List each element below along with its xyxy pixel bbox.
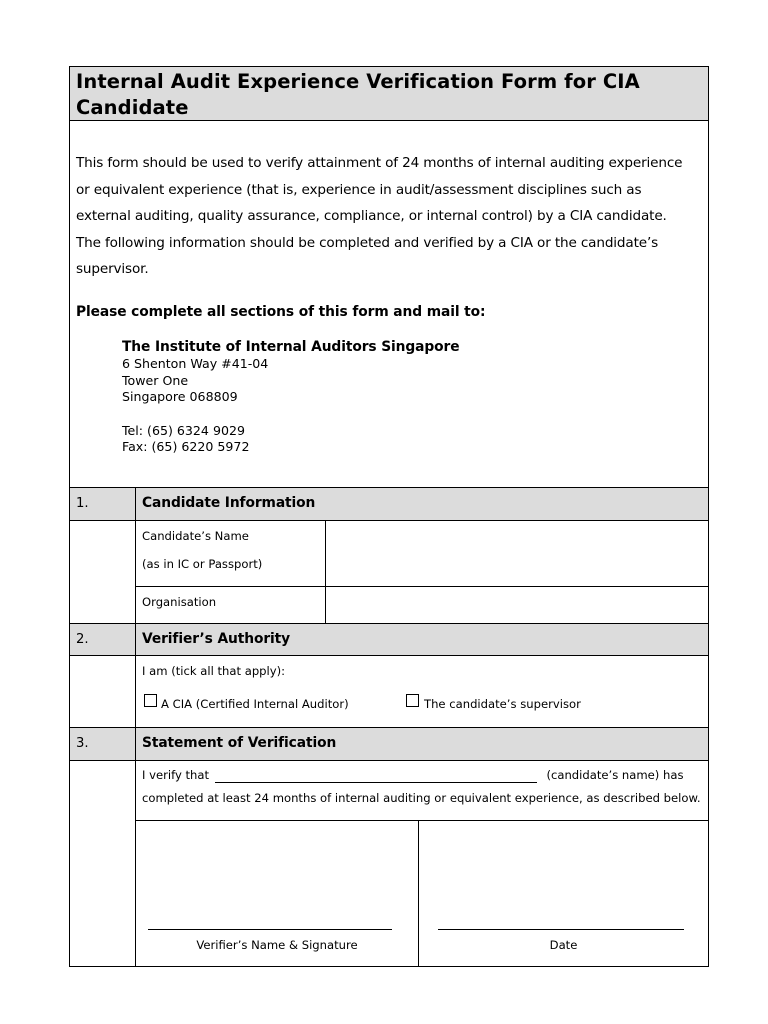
date-label: Date xyxy=(549,938,578,952)
candidate-name-label: Candidate’s Name xyxy=(142,529,249,543)
cia-checkbox[interactable] xyxy=(144,694,157,707)
organisation-label: Organisation xyxy=(142,595,217,609)
verify-statement-line2: completed at least 24 months of internal auditing or equivalent experience, as described below. xyxy=(142,791,701,805)
address-line: 6 Shenton Way #41-04 xyxy=(122,356,269,371)
divider xyxy=(70,760,708,761)
section-1-title: Candidate Information xyxy=(142,495,316,511)
divider xyxy=(70,120,708,121)
section-2-number: 2. xyxy=(76,632,89,647)
mail-instruction: Please complete all sections of this form and mail to: xyxy=(76,304,486,320)
cia-option-label: A CIA (Certified Internal Auditor) xyxy=(161,697,349,711)
address-tel: Tel: (65) 6324 9029 xyxy=(122,422,246,438)
verify-prefix: I verify that xyxy=(142,768,210,782)
verify-statement-line1 xyxy=(142,768,684,783)
section-2-title: Verifier’s Authority xyxy=(142,631,291,647)
verification-form xyxy=(69,66,709,967)
candidate-name-blank[interactable] xyxy=(215,768,537,783)
divider xyxy=(135,487,136,966)
intro-line: external auditing, quality assurance, compliance, or internal control) by a CIA candidate. xyxy=(76,208,667,225)
form-title xyxy=(76,69,706,121)
intro-line: or equivalent experience (that is, experience in audit/assessment disciplines such as xyxy=(76,181,642,198)
section-3-number: 3. xyxy=(76,736,89,751)
organisation-field[interactable] xyxy=(326,587,708,623)
section-1-number: 1. xyxy=(76,496,89,511)
section-3-title: Statement of Verification xyxy=(142,735,337,751)
date-line[interactable] xyxy=(438,929,684,930)
signature-line[interactable] xyxy=(148,929,392,930)
candidate-name-field[interactable] xyxy=(326,521,708,586)
supervisor-checkbox[interactable] xyxy=(406,694,419,707)
intro-line: This form should be used to verify attainment of 24 months of internal auditing experience xyxy=(76,155,683,171)
signature-label: Verifier’s Name & Signature xyxy=(196,938,358,952)
divider xyxy=(325,520,326,623)
divider xyxy=(136,820,708,821)
form-title-line2: Candidate xyxy=(76,96,189,119)
address-line: Singapore 068809 xyxy=(122,389,238,404)
form-title-line1: Internal Audit Experience Verification Form for CIA xyxy=(76,70,640,93)
intro-paragraph xyxy=(76,150,682,283)
address-org: The Institute of Internal Auditors Singapore xyxy=(122,339,460,355)
verifier-instruction: I am (tick all that apply): xyxy=(142,664,286,678)
verify-suffix: (candidate’s name) has xyxy=(546,768,684,782)
address-line: Tower One xyxy=(122,372,189,388)
supervisor-option-label: The candidate’s supervisor xyxy=(424,697,581,711)
intro-line: supervisor. xyxy=(76,261,149,278)
candidate-name-sublabel: (as in IC or Passport) xyxy=(142,557,263,571)
mailing-address xyxy=(122,338,460,456)
divider xyxy=(70,655,708,656)
intro-line: The following information should be completed and verified by a CIA or the candidate’s xyxy=(76,234,659,251)
address-fax: Fax: (65) 6220 5972 xyxy=(122,439,250,454)
